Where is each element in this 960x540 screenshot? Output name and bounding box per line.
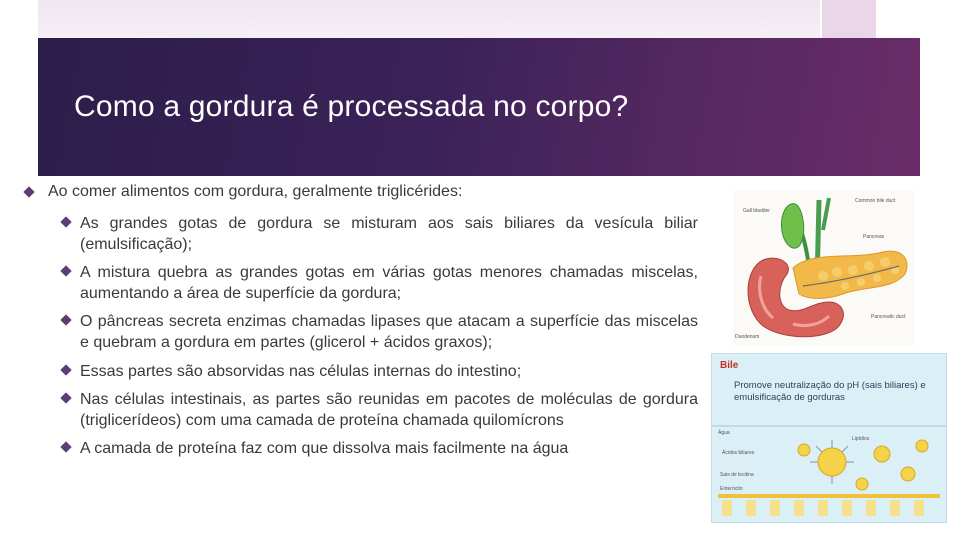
bullet-diamond-icon bbox=[23, 186, 34, 197]
bile-emulsification-diagram-icon bbox=[711, 353, 947, 523]
decorative-top-block-right bbox=[822, 0, 876, 38]
bullet-diamond-icon bbox=[60, 314, 71, 325]
bile-diagram-text: Promove neutralização do pH (sais biliares) e emulsificação de gorduras bbox=[734, 380, 926, 403]
bullet-diamond-icon bbox=[60, 265, 71, 276]
label-duodenum: Duodenum bbox=[735, 334, 760, 340]
label-enterocito: Enterócito bbox=[720, 486, 743, 492]
title-band bbox=[38, 38, 920, 176]
slide-title: Como a gordura é processada no corpo? bbox=[74, 90, 629, 123]
label-agua: Água bbox=[718, 430, 730, 436]
bile-diagram-title: Bile bbox=[720, 360, 739, 371]
sub-bullet-6: A camada de proteína faz com que dissolva mais facilmente na água bbox=[80, 440, 569, 457]
label-acidos-biliares: Ácidos biliares bbox=[722, 450, 755, 456]
label-sais-lecitina: Sais de lecitina bbox=[720, 472, 754, 478]
sub-bullet-5: Nas células intestinais, as partes são reunidas em pacotes de moléculas de gordura (triglicerídeos) com uma camada de proteína chamada quilomícrons bbox=[80, 391, 698, 429]
gallbladder-pancreas-illustration-icon bbox=[733, 190, 915, 346]
sub-bullet-1: As grandes gotas de gordura se misturam aos sais biliares da vesícula biliar (emulsificação); bbox=[80, 215, 698, 253]
sub-bullet-2: A mistura quebra as grandes gotas em várias gotas menores chamadas miscelas, aumentando a área de superfície da gordura; bbox=[80, 264, 698, 302]
label-common-bile-duct: Common bile duct bbox=[855, 198, 896, 204]
label-gall-bladder: Gall bladder bbox=[743, 208, 770, 214]
main-bullet-text: Ao comer alimentos com gordura, geralmente triglicérides: bbox=[48, 183, 463, 200]
sub-bullet-3: O pâncreas secreta enzimas chamadas lipases que atacam a superfície das miscelas e quebram a gordura em partes (glicerol + ácidos graxos); bbox=[80, 313, 698, 351]
label-lipidios: Lipídios bbox=[852, 436, 870, 442]
sub-bullet-4: Essas partes são absorvidas nas células internas do intestino; bbox=[80, 363, 522, 380]
label-pancreas: Pancreas bbox=[863, 234, 885, 240]
bullet-diamond-icon bbox=[60, 392, 71, 403]
bullet-diamond-icon bbox=[60, 441, 71, 452]
bullet-diamond-icon bbox=[60, 216, 71, 227]
decorative-top-block-left bbox=[38, 0, 820, 38]
bullet-diamond-icon bbox=[60, 364, 71, 375]
label-pancreatic-duct: Pancreatic duct bbox=[871, 314, 906, 320]
